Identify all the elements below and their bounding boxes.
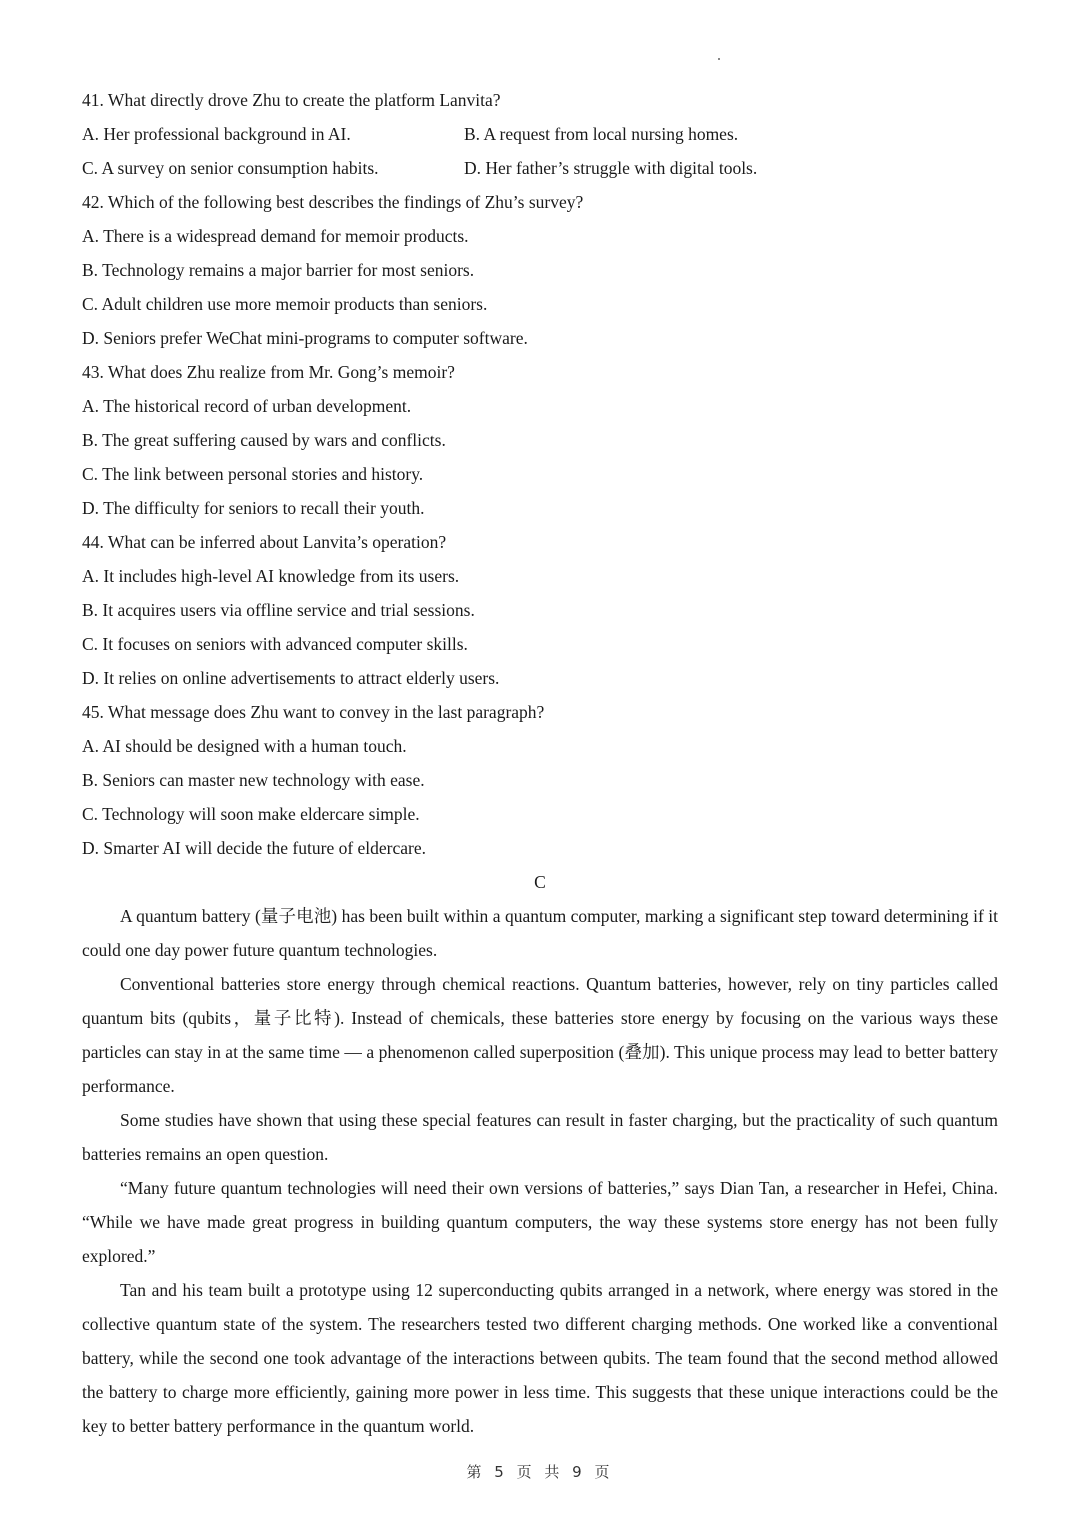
option-a: A. Her professional background in AI. xyxy=(82,124,351,144)
question-41 xyxy=(82,83,998,185)
passage-paragraph: A quantum battery (量子电池) has been built within a quantum computer, marking a significant step toward determining if it could one day power future quantum technologies. xyxy=(82,906,998,960)
option-a: A. It includes high-level AI knowledge from its users. xyxy=(82,566,460,586)
passage-paragraph: Tan and his team built a prototype using 12 superconducting qubits arranged in a network, where energy was stored in the collective quantum state of the system. The researchers tested two different charging methods. One worked like a conventional battery, while the second one took advantage of the interactions between qubits. The team found that the second method allowed the battery to charge more efficiently, gaining more power in less time. This suggests that these unique interactions could be the key to better battery performance in the quantum world. xyxy=(82,1280,998,1436)
option-b: B. A request from local nursing homes. xyxy=(464,124,739,144)
passage-paragraph: Conventional batteries store energy through chemical reactions. Quantum batteries, however, rely on tiny particles called quantum bits (qubits，量子比特). Instead of chemicals, these batteries store energy by focusing on the various ways these particles can stay in at the same time — a phenomenon called superposition (叠加). This unique process may lead to better battery performance. xyxy=(82,974,998,1096)
option-a: A. AI should be designed with a human touch. xyxy=(82,736,407,756)
option-c: C. A survey on senior consumption habits. xyxy=(82,158,379,178)
page-number: 第 5 页 共 9 页 xyxy=(466,1463,614,1481)
option-b: B. The great suffering caused by wars and conflicts. xyxy=(82,430,446,450)
option-d: D. Her father’s struggle with digital tools. xyxy=(464,158,758,178)
option-c: C. Adult children use more memoir products than seniors. xyxy=(82,294,488,314)
section-heading: C xyxy=(534,872,546,892)
option-c: C. The link between personal stories and history. xyxy=(82,464,424,484)
question-42 xyxy=(82,185,998,355)
option-a: A. The historical record of urban development. xyxy=(82,396,412,416)
scan-mark xyxy=(718,58,720,60)
option-d: D. Smarter AI will decide the future of eldercare. xyxy=(82,838,427,858)
question-stem: 42. Which of the following best describes the findings of Zhu’s survey? xyxy=(82,192,584,212)
question-stem: 43. What does Zhu realize from Mr. Gong’s memoir? xyxy=(82,362,455,382)
reading-passage xyxy=(82,899,998,1443)
question-stem: 45. What message does Zhu want to convey in the last paragraph? xyxy=(82,702,545,722)
question-stem: 41. What directly drove Zhu to create the platform Lanvita? xyxy=(82,90,501,110)
option-b: B. Seniors can master new technology with ease. xyxy=(82,770,425,790)
document-page xyxy=(82,83,998,1443)
option-row xyxy=(82,151,998,185)
option-c: C. It focuses on seniors with advanced computer skills. xyxy=(82,634,468,654)
option-d: D. The difficulty for seniors to recall their youth. xyxy=(82,498,425,518)
option-d: D. It relies on online advertisements to attract elderly users. xyxy=(82,668,500,688)
option-row xyxy=(82,117,998,151)
passage-paragraph: “Many future quantum technologies will need their own versions of batteries,” says Dian Tan, a researcher in Hefei, China. “While we have made great progress in building quantum computers, the way these systems store energy has not been fully explored.” xyxy=(82,1178,998,1266)
option-c: C. Technology will soon make eldercare simple. xyxy=(82,804,420,824)
question-43 xyxy=(82,355,998,525)
question-stem: 44. What can be inferred about Lanvita’s operation? xyxy=(82,532,447,552)
question-45 xyxy=(82,695,998,865)
question-44 xyxy=(82,525,998,695)
option-b: B. It acquires users via offline service and trial sessions. xyxy=(82,600,475,620)
option-d: D. Seniors prefer WeChat mini-programs to computer software. xyxy=(82,328,528,348)
option-b: B. Technology remains a major barrier for most seniors. xyxy=(82,260,475,280)
option-a: A. There is a widespread demand for memoir products. xyxy=(82,226,469,246)
passage-paragraph: Some studies have shown that using these special features can result in faster charging, but the practicality of such quantum batteries remains an open question. xyxy=(82,1110,998,1164)
